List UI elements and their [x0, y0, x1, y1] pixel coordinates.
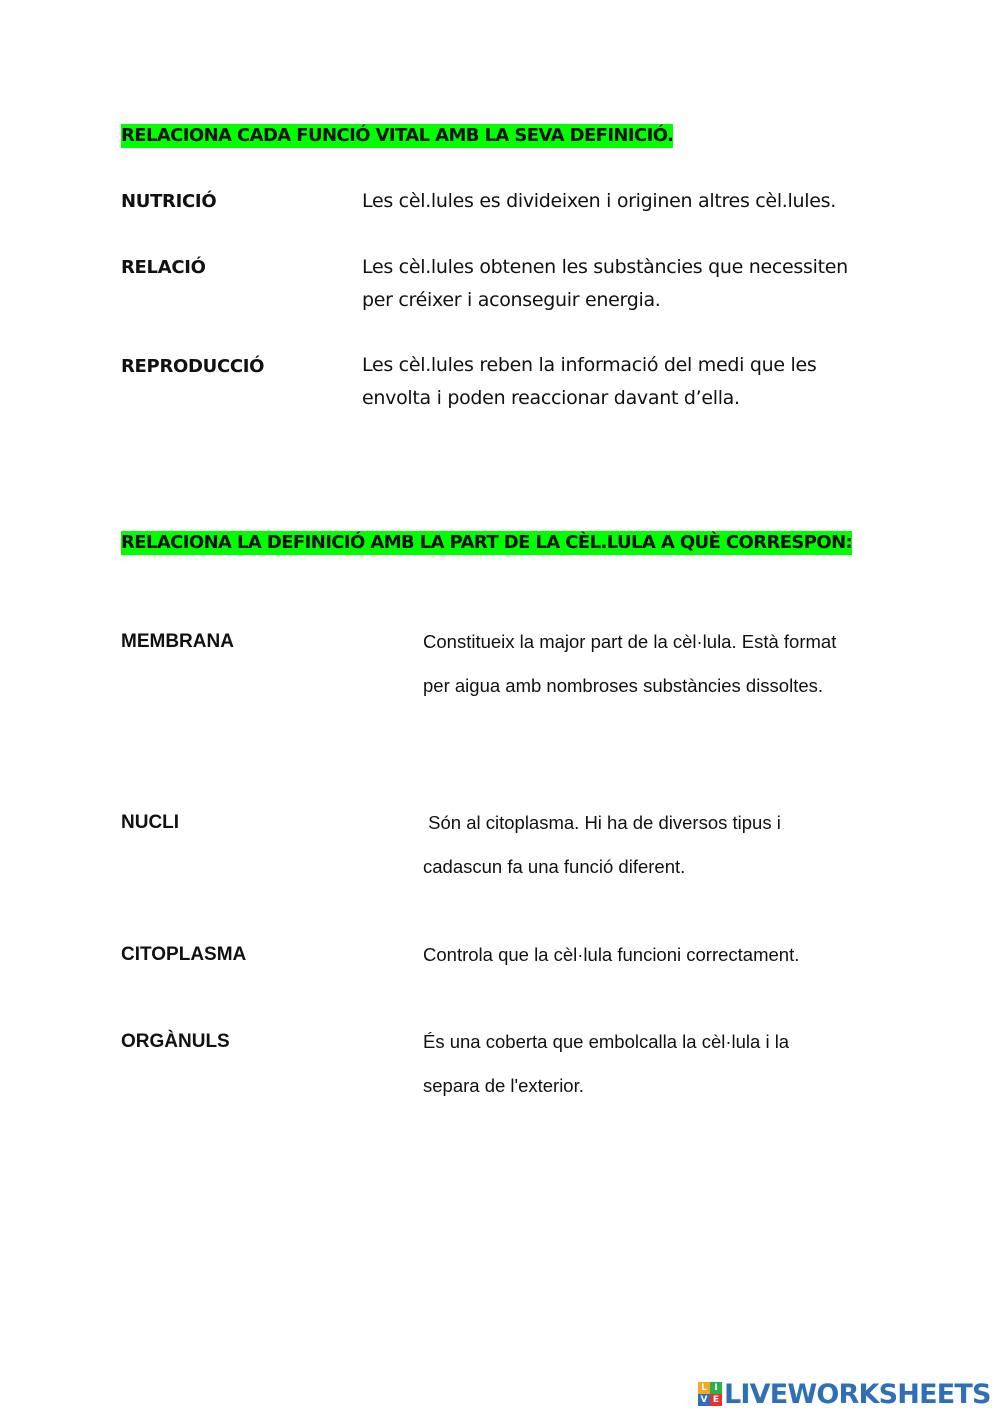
section1-heading [121, 123, 673, 149]
function-term-relacio: RELACIÓ [121, 257, 206, 278]
cell-part-definition-2: Són al citoplasma. Hi ha de diversos tipus i cadascun fa una funció diferent. [423, 812, 786, 877]
section1-heading-text: RELACIONA CADA FUNCIÓ VITAL AMB LA SEVA DEFINICIÓ. [121, 125, 674, 146]
logo-icon-letter: L [698, 1382, 710, 1394]
function-term-reproduccio: REPRODUCCIÓ [121, 356, 265, 377]
section2-heading-text: RELACIONA LA DEFINICIÓ AMB LA PART DE LA CÈL.LULA A QUÈ CORRESPON: [121, 532, 853, 553]
liveworksheets-logo [698, 1378, 991, 1410]
section2-heading [121, 530, 852, 556]
cell-part-definition-4: És una coberta que embolcalla la cèl·lula i la separa de l'exterior. [423, 1031, 790, 1096]
function-term-nutricio: NUTRICIÓ [121, 191, 217, 212]
cell-part-definition-3: Controla que la cèl·lula funcioni correctament. [423, 944, 800, 965]
liveworksheets-logo-icon [698, 1382, 722, 1406]
function-definition-1: Les cèl.lules es divideixen i originen altres cèl.lules. [362, 190, 836, 212]
cell-part-term-citoplasma: CITOPLASMA [121, 944, 247, 965]
logo-icon-letter: I [710, 1382, 722, 1394]
cell-part-term-membrana: MEMBRANA [121, 631, 234, 652]
cell-part-term-organuls: ORGÀNULS [121, 1031, 230, 1052]
logo-icon-letter: V [698, 1394, 710, 1406]
function-definition-2: Les cèl.lules obtenen les substàncies que necessiten per créixer i aconseguir energia. [362, 256, 848, 311]
logo-icon-letter: E [710, 1394, 722, 1406]
liveworksheets-logo-text: LIVEWORKSHEETS [724, 1378, 991, 1410]
cell-part-term-nucli: NUCLI [121, 812, 180, 833]
function-definition-3: Les cèl.lules reben la informació del medi que les envolta i poden reaccionar davant d’ella. [362, 354, 817, 409]
cell-part-definition-1: Constitueix la major part de la cèl·lula. Està format per aigua amb nombroses substàncies dissoltes. [423, 631, 837, 696]
